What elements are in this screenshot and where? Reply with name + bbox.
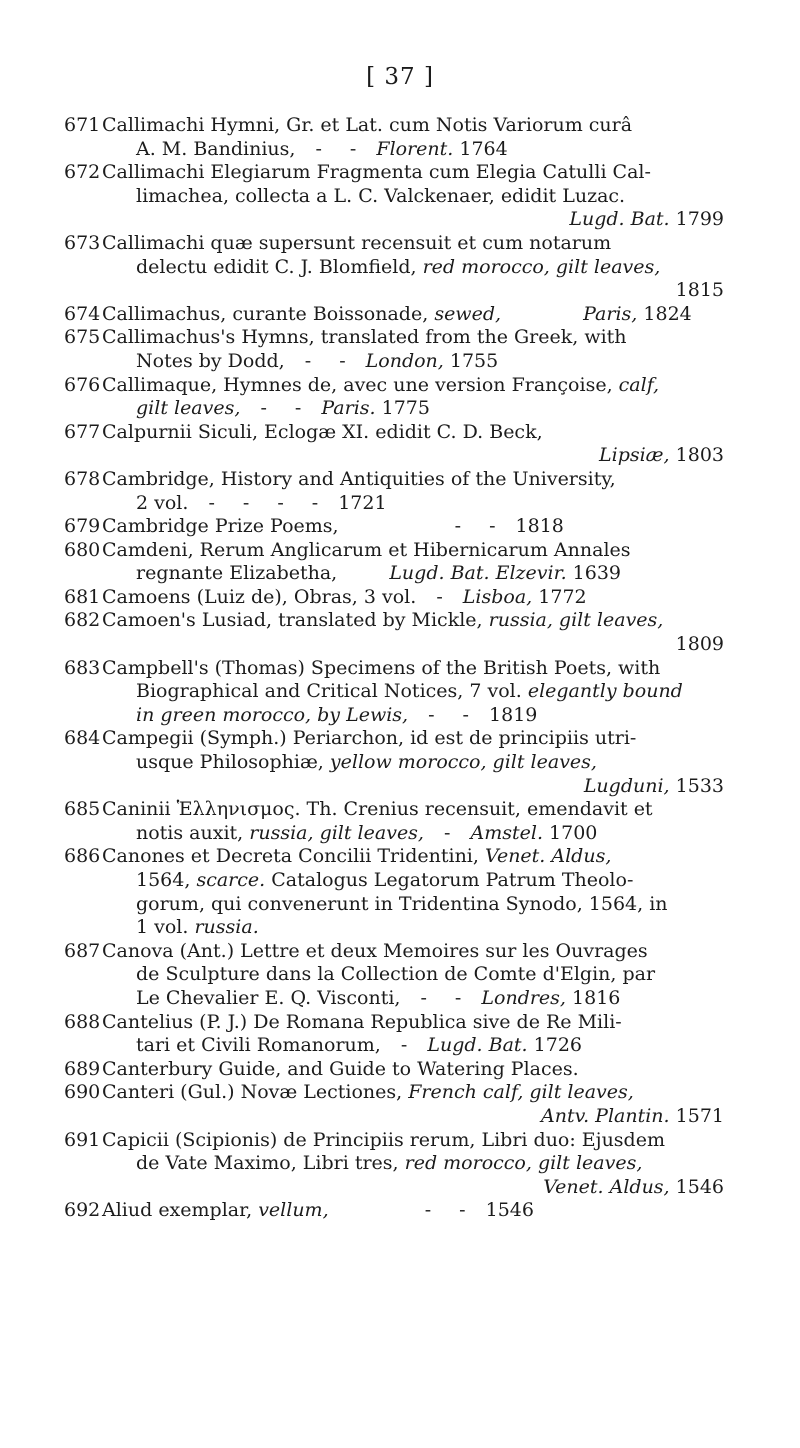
- entry-year: 1775: [381, 397, 430, 420]
- entry-place: Lisboa,: [462, 585, 533, 608]
- entry-binding: calf,: [618, 373, 660, 396]
- entry-text: Callimachus, curante Boissonade,: [102, 302, 429, 325]
- entry-text: Canones et Decreta Concilii Tridentini,: [102, 845, 479, 868]
- entry-671: [64, 114, 724, 161]
- entry-text: limachea, collecta a L. C. Valckenaer, edidit Luzac.: [136, 184, 626, 207]
- entry-line: [102, 374, 724, 398]
- entry-number: 684: [64, 727, 101, 750]
- entry-number: 682: [64, 609, 101, 632]
- entry-year: 1803: [675, 444, 724, 467]
- entry-text: Caninii: [102, 798, 171, 821]
- entry-689: [64, 1058, 724, 1082]
- entry-line: 2 vol. - - - - 1721: [136, 491, 387, 514]
- entry-line: [102, 256, 724, 280]
- entry-place: Florent.: [376, 137, 454, 160]
- entry-683: [64, 657, 724, 728]
- entry-year: 1721: [338, 491, 387, 514]
- entry-year: 1799: [675, 208, 724, 231]
- entry-binding: red morocco, gilt leaves,: [404, 1152, 643, 1175]
- entry-text: Cambridge Prize Poems,: [102, 515, 339, 538]
- entry-year: 1824: [643, 302, 692, 325]
- entry-text: Camdeni, Rerum Anglicarum et Hibernicarum Annales: [102, 538, 631, 561]
- entry-binding: vellum,: [258, 1199, 329, 1222]
- entry-text: Calpurnii Siculi, Eclogæ XI. edidit C. D. Beck,: [102, 420, 543, 443]
- entry-line: [102, 751, 724, 775]
- entry-year: 1819: [489, 703, 538, 726]
- entry-number: 676: [64, 373, 101, 396]
- entry-text: Aliud exemplar,: [102, 1199, 253, 1222]
- entry-number: 678: [64, 467, 101, 490]
- entry-line: notis auxit, russia, gilt leaves, - Amstel. 1700: [136, 821, 598, 844]
- entry-line: [102, 303, 724, 327]
- entry-number: 683: [64, 656, 101, 679]
- entry-place: Amstel.: [470, 821, 543, 844]
- entry-year: 1726: [533, 1034, 582, 1057]
- entry-text: Le Chevalier E. Q. Visconti,: [136, 986, 401, 1009]
- entry-text: de Sculpture dans la Collection de Comte d'Elgin, par: [136, 963, 656, 986]
- entry-number: 677: [64, 420, 101, 443]
- entry-text: Campegii (Symph.) Periarchon, id est de principiis utri-: [102, 727, 637, 750]
- entry-688: [64, 1011, 724, 1058]
- entry-text: delectu edidit C. J. Blomfield,: [136, 255, 417, 278]
- entry-line: [102, 1152, 724, 1176]
- entry-681: [64, 586, 724, 610]
- entry-number: 671: [64, 114, 101, 136]
- entry-place: Lugduni,: [583, 774, 670, 797]
- entry-687: [64, 940, 724, 1011]
- entry-text: Callimachi quæ supersunt recensuit et cum notarum: [102, 231, 612, 254]
- entry-text: Catalogus Legatorum Patrum Theolo-: [271, 869, 634, 891]
- entry-place: Venet. Aldus,: [543, 1175, 670, 1198]
- entry-line: [102, 845, 724, 869]
- entry-place: Antv. Plantin.: [541, 1104, 670, 1127]
- entry-year: 1700: [549, 821, 598, 844]
- entry-number: 681: [64, 585, 101, 608]
- entry-678: [64, 468, 724, 515]
- entry-690: [64, 1081, 724, 1128]
- entry-number: 687: [64, 939, 101, 962]
- entry-place: Londres,: [481, 986, 566, 1009]
- entry-line: [102, 680, 724, 704]
- entry-676: [64, 374, 724, 421]
- entry-line: [102, 609, 724, 633]
- entry-text: Camoens (Luiz de), Obras, 3 vol.: [102, 585, 417, 608]
- entry-text: Campbell's (Thomas) Specimens of the British Poets, with: [102, 656, 661, 679]
- entry-line: Cambridge Prize Poems, - - 1818: [102, 515, 564, 538]
- entry-imprint: [102, 1176, 724, 1200]
- entry-note: scarce.: [196, 869, 266, 891]
- entry-text: Cantelius (P. J.) De Romana Republica sive de Re Mili-: [102, 1010, 622, 1033]
- entry-line: Le Chevalier E. Q. Visconti, - - Londres, 1816: [136, 986, 621, 1009]
- entry-number: 691: [64, 1128, 101, 1151]
- entry-text: Canterbury Guide, and Guide to Watering Places.: [102, 1057, 579, 1080]
- entry-text: Capicii (Scipionis) de Principiis rerum, Libri duo: Ejusdem: [102, 1128, 665, 1151]
- entry-year: 1571: [675, 1104, 724, 1127]
- entry-place: Paris.: [321, 397, 376, 420]
- entry-679: [64, 515, 724, 539]
- entry-text: regnante Elizabetha,: [136, 562, 338, 585]
- entry-place: London,: [365, 349, 444, 372]
- entry-number: 679: [64, 515, 101, 538]
- entry-text: gorum, qui convenerunt in Tridentina Synodo, 1564, in: [136, 892, 668, 915]
- entry-number: 673: [64, 231, 101, 254]
- entry-binding: russia, gilt leaves,: [488, 609, 664, 632]
- entry-binding: russia.: [194, 916, 259, 939]
- entry-number: 690: [64, 1081, 101, 1104]
- entry-number: 692: [64, 1199, 101, 1222]
- entry-place: Lugd. Bat.: [569, 208, 670, 231]
- entry-list: [64, 114, 724, 1223]
- entry-binding: yellow morocco, gilt leaves,: [329, 751, 597, 774]
- entry-text: Canova (Ant.) Lettre et deux Memoires sur les Ouvrages: [102, 939, 648, 962]
- entry-line: gilt leaves, - - Paris. 1775: [136, 397, 430, 420]
- entry-imprint: [102, 775, 724, 799]
- entry-binding: red morocco, gilt leaves,: [422, 255, 661, 278]
- entry-text: Canteri (Gul.) Novæ Lectiones,: [102, 1081, 403, 1104]
- entry-line: tari et Civili Romanorum, - Lugd. Bat. 1726: [136, 1034, 582, 1057]
- entry-binding: in green morocco, by Lewis,: [136, 703, 409, 726]
- entry-number: 674: [64, 302, 101, 325]
- entry-number: 672: [64, 161, 101, 184]
- entry-binding: russia, gilt leaves,: [249, 821, 424, 844]
- entry-674: [64, 303, 724, 327]
- entry-691: [64, 1129, 724, 1200]
- entry-binding: gilt leaves,: [136, 397, 241, 420]
- entry-line: [102, 562, 724, 586]
- entry-year: 1772: [538, 585, 587, 608]
- entry-text: Callimachi Elegiarum Fragmenta cum Elegia Catulli Cal-: [102, 161, 651, 184]
- entry-imprint: [102, 444, 724, 468]
- entry-text: 2 vol.: [136, 491, 189, 514]
- entry-binding: French calf, gilt leaves,: [408, 1081, 634, 1104]
- entry-number: 675: [64, 326, 101, 349]
- entry-text: usque Philosophiæ,: [136, 751, 324, 774]
- entry-line: Camoens (Luiz de), Obras, 3 vol. - Lisboa, 1772: [102, 585, 587, 608]
- entry-number: 680: [64, 538, 101, 561]
- entry-year: 1755: [449, 349, 499, 372]
- entry-line: [102, 869, 724, 893]
- entry-text: Notes by Dodd,: [136, 349, 285, 372]
- entry-number: 689: [64, 1057, 101, 1080]
- entry-year: 1533: [675, 774, 724, 797]
- entry-673: [64, 232, 724, 303]
- entry-year: 1639: [572, 562, 622, 585]
- page-number: [ 37 ]: [366, 64, 434, 90]
- entry-text: Cambridge, History and Antiquities of the University,: [102, 467, 616, 490]
- entry-line: A. M. Bandinius, - - Florent. 1764: [136, 137, 508, 160]
- entry-text: A. M. Bandinius,: [136, 137, 296, 160]
- entry-text: Callimachi Hymni, Gr. et Lat. cum Notis Variorum curâ: [102, 114, 633, 136]
- entry-line: Aliud exemplar, vellum, - - 1546: [102, 1199, 534, 1222]
- entry-685: [64, 798, 724, 845]
- entry-text: de Vate Maximo, Libri tres,: [136, 1152, 399, 1175]
- entry-number: 686: [64, 845, 101, 868]
- entry-imprint: [102, 1105, 724, 1129]
- entry-year: 1816: [572, 986, 621, 1009]
- entry-text: notis auxit,: [136, 821, 244, 844]
- entry-text: Callimachus's Hymns, translated from the Greek, with: [102, 326, 627, 349]
- entry-text: Ἑλληνισμος. Th. Crenius recensuit, emendavit et: [176, 798, 653, 821]
- entry-text: 1 vol.: [136, 916, 189, 939]
- entry-year: 1546: [485, 1199, 534, 1222]
- entry-text: Biographical and Critical Notices, 7 vol.: [136, 680, 522, 703]
- entry-677: [64, 421, 724, 468]
- entry-line: Notes by Dodd, - - London, 1755: [136, 349, 499, 372]
- entry-imprint: [102, 208, 724, 232]
- entry-number: 688: [64, 1010, 101, 1033]
- entry-text: Camoen's Lusiad, translated by Mickle,: [102, 609, 483, 632]
- entry-text: 1564,: [136, 869, 191, 891]
- entry-place: Paris,: [583, 302, 638, 325]
- entry-680: [64, 539, 724, 586]
- entry-line: [102, 916, 724, 940]
- entry-binding: elegantly bound: [527, 680, 683, 703]
- entry-year: 1764: [459, 137, 508, 160]
- entry-year: 1546: [675, 1175, 724, 1198]
- entry-text: Callimaque, Hymnes de, avec une version Françoise,: [102, 373, 613, 396]
- entry-692: [64, 1199, 724, 1223]
- entry-place: Venet. Aldus,: [484, 845, 612, 868]
- entry-682: [64, 609, 724, 656]
- entry-place: Lugd. Bat.: [427, 1034, 528, 1057]
- entry-number: 685: [64, 798, 101, 821]
- entry-672: [64, 161, 724, 232]
- entry-year: 1815: [675, 279, 724, 302]
- entry-text: tari et Civili Romanorum,: [136, 1034, 381, 1057]
- entry-line: in green morocco, by Lewis, - - 1819: [136, 703, 538, 726]
- entry-684: [64, 727, 724, 798]
- entry-year: 1818: [515, 515, 564, 538]
- entry-line: [102, 1081, 724, 1105]
- entry-place: Lipsiæ,: [599, 444, 670, 467]
- entry-675: [64, 326, 724, 373]
- entry-686: [64, 845, 724, 939]
- entry-year: 1809: [675, 633, 724, 656]
- entry-place: Lugd. Bat. Elzevir.: [389, 562, 567, 585]
- entry-line: [102, 798, 724, 822]
- entry-binding: sewed,: [434, 302, 502, 325]
